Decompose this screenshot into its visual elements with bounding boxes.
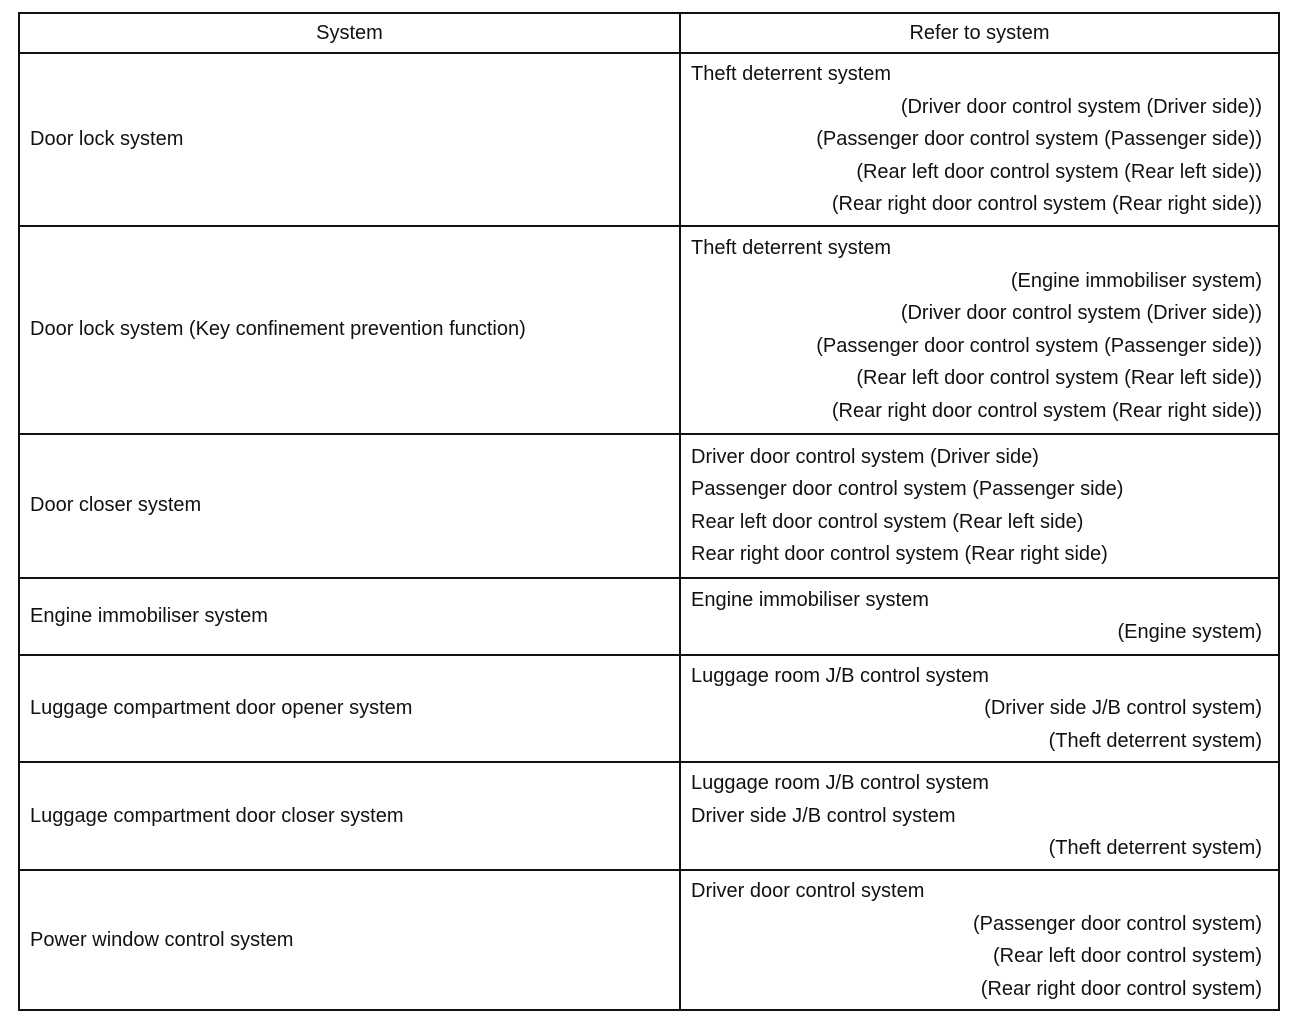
- referenced-system: (Rear right door control system): [980, 977, 1262, 1000]
- table-row: [19, 53, 1279, 226]
- table-row: [19, 762, 1279, 870]
- system-cell: Luggage compartment door opener system: [19, 655, 680, 763]
- column-header-system: System: [19, 13, 680, 53]
- system-cell: Luggage compartment door closer system: [19, 762, 680, 870]
- referenced-system: (Driver side J/B control system): [984, 697, 1262, 719]
- referenced-system: Engine immobiliser system: [691, 588, 929, 611]
- referenced-system: (Driver door control system (Driver side)): [900, 95, 1262, 118]
- table-body: [19, 53, 1279, 1010]
- table-row: [19, 655, 1279, 763]
- referenced-system: (Passenger door control system (Passenger side)): [816, 128, 1262, 150]
- referenced-system: Rear left door control system (Rear left side): [691, 510, 1084, 533]
- referenced-system: (Rear right door control system (Rear right side)): [831, 399, 1262, 422]
- refer-to-cell: [680, 870, 1279, 1010]
- system-reference-table: [18, 12, 1280, 1011]
- system-cell: Door lock system: [19, 53, 680, 226]
- referenced-system: (Rear left door control system (Rear left side)): [856, 367, 1262, 389]
- referenced-system: (Engine immobiliser system): [1010, 269, 1262, 292]
- table-row: [19, 578, 1279, 655]
- system-cell: Engine immobiliser system: [19, 578, 680, 655]
- referenced-system: (Engine system): [1117, 621, 1262, 643]
- column-header-refer-to: Refer to system: [680, 13, 1279, 53]
- referenced-system: Theft deterrent system: [691, 237, 892, 259]
- system-cell: Door lock system (Key confinement prevention function): [19, 226, 680, 434]
- referenced-system: Theft deterrent system: [691, 63, 892, 85]
- referenced-system: Luggage room J/B control system: [691, 664, 989, 687]
- refer-to-cell: [680, 578, 1279, 655]
- referenced-system: Driver door control system: [691, 880, 925, 902]
- referenced-system: Passenger door control system (Passenger side): [691, 478, 1124, 500]
- refer-to-cell: [680, 226, 1279, 434]
- refer-to-cell: [680, 655, 1279, 763]
- refer-to-cell: [680, 434, 1279, 578]
- table-row: [19, 226, 1279, 434]
- referenced-system: (Theft deterrent system): [1048, 837, 1262, 860]
- system-cell: Door closer system: [19, 434, 680, 578]
- system-cell: Power window control system: [19, 870, 680, 1010]
- referenced-system: (Theft deterrent system): [1048, 729, 1262, 752]
- referenced-system: Driver door control system (Driver side): [691, 445, 1039, 468]
- referenced-system: (Passenger door control system (Passenger side)): [816, 334, 1262, 357]
- refer-to-cell: [680, 762, 1279, 870]
- table-row: [19, 870, 1279, 1010]
- table-header-row: [19, 13, 1279, 53]
- refer-to-cell: [680, 53, 1279, 226]
- referenced-system: (Rear left door control system (Rear left side)): [856, 160, 1262, 183]
- referenced-system: (Rear right door control system (Rear right side)): [831, 193, 1262, 215]
- referenced-system: Luggage room J/B control system: [691, 772, 989, 795]
- referenced-system: (Passenger door control system): [972, 912, 1262, 935]
- referenced-system: Driver side J/B control system: [691, 804, 956, 827]
- referenced-system: (Rear left door control system): [993, 945, 1262, 967]
- referenced-system: (Driver door control system (Driver side)): [900, 302, 1262, 324]
- referenced-system: Rear right door control system (Rear right side): [691, 543, 1108, 565]
- table-row: [19, 434, 1279, 578]
